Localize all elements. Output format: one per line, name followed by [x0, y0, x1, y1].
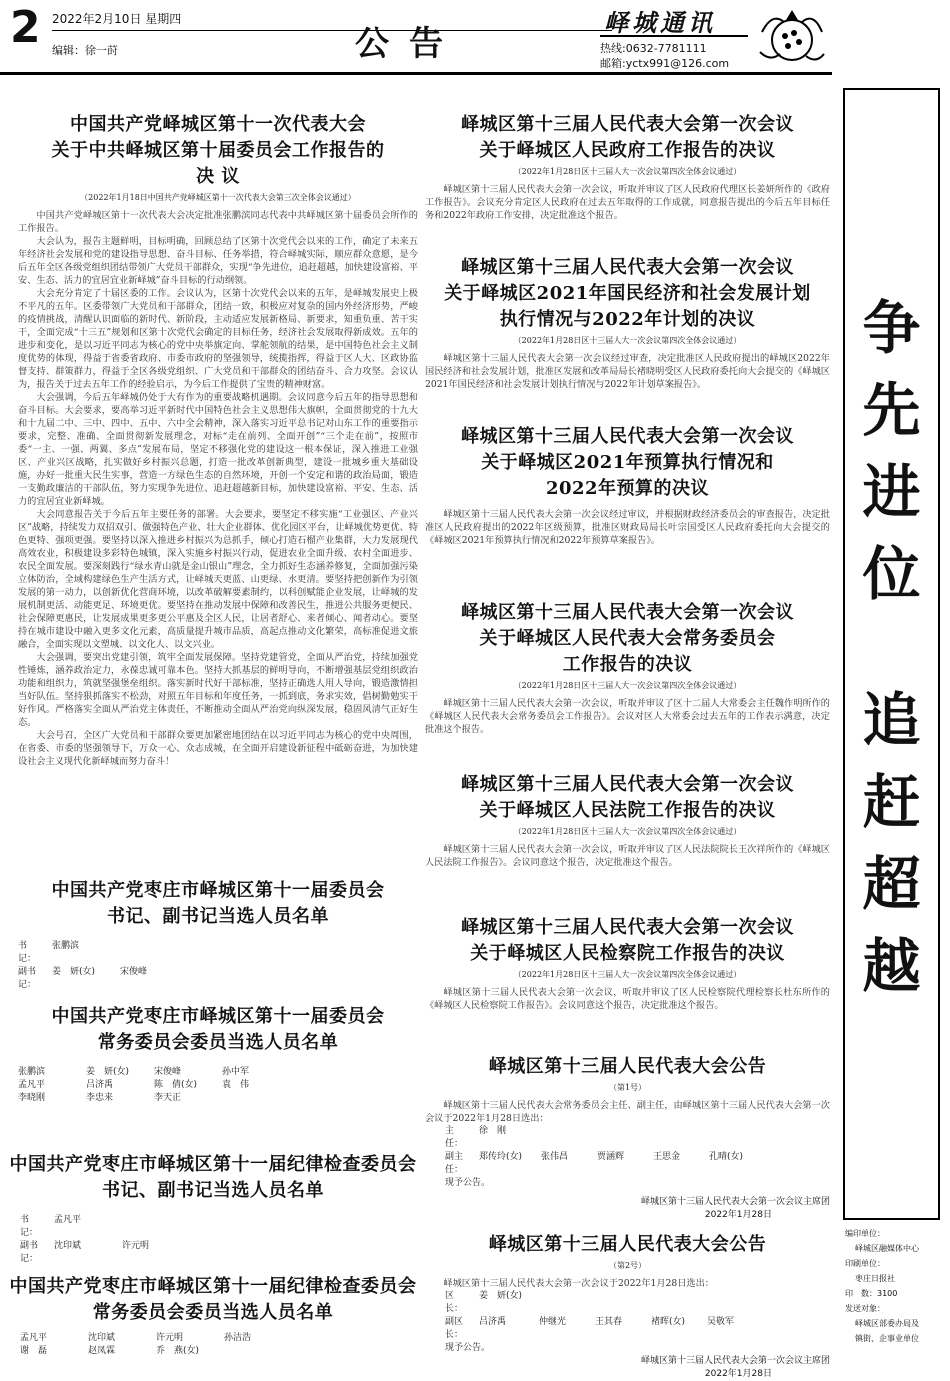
name-row: 副书记： 姜 妍(女) 宋俊峰 — [18, 967, 148, 990]
article-title: 峄城区第十三届人民代表大会第一次会议 关于峄城区2021年预算执行情况和 2022年预算的决议 — [461, 426, 794, 499]
name-row: 书 记： 孟凡平 — [20, 1215, 82, 1238]
name-list — [18, 1066, 418, 1105]
slogan-char: 进 — [862, 458, 921, 526]
economic-plan-resolution — [425, 255, 830, 391]
masthead-rule — [600, 35, 748, 37]
name-row: 主 任： 徐 刚 — [445, 1126, 507, 1149]
slogan-char: 先 — [862, 376, 921, 444]
article-body: 峄城区第十三届人民代表大会第一次会议，听取并审议了区人民法院院长王次祥所作的《峄城区人民法院工作报告》。会议同意这个报告，决定批准这个报告。 — [425, 844, 830, 868]
article-title: 中国共产党枣庄市峄城区第十一届纪律检查委员会 书记、副书记当选人员名单 — [9, 1154, 417, 1201]
announcement-number: （第2号） — [608, 1261, 647, 1270]
name-row: 张鹏滨 姜 妍(女) 宋俊峰 孙中军 — [18, 1067, 250, 1077]
name-row: 孟凡平 沈印斌 许元明 孙洁浩 — [20, 1333, 252, 1343]
article-title: 中国共产党枣庄市峄城区第十一届委员会 常务委员会委员当选人员名单 — [51, 1006, 385, 1053]
name-list — [18, 940, 418, 992]
procuratorate-report-resolution — [425, 915, 830, 1012]
name-row: 副主任： 郑传玲(女) 张伟昌 贾涵辉 王思金 孔晴(女) — [445, 1152, 744, 1175]
header-rule — [0, 72, 832, 75]
article-body: 峄城区第十三届人民代表大会第一次会议，听取并审议了区人民检察院代理检察长杜东所作的《峄城区人民检察院工作报告》。会议同意这个报告，决定批准这个报告。 — [425, 987, 830, 1011]
adoption-note: （2022年1月18日中国共产党峄城区第十一次代表大会第三次全体会议通过） — [80, 193, 356, 202]
article-title: 中国共产党枣庄市峄城区第十一届委员会 书记、副书记当选人员名单 — [51, 880, 385, 927]
slogan-char: 越 — [862, 932, 921, 1000]
announcement-no2 — [425, 1232, 830, 1381]
adoption-note: （2022年1月28日区十三届人大一次会议第四次全体会议通过） — [513, 167, 742, 176]
standing-committee-resolution — [425, 600, 830, 736]
email: 邮箱:yctx991@126.com — [600, 57, 730, 70]
government-report-resolution — [425, 112, 830, 222]
party-congress-resolution — [18, 112, 418, 768]
issue-date: 2022年2月10日 星期四 — [52, 12, 182, 26]
committee-secretary-list — [18, 878, 418, 992]
name-row: 副书记： 沈印斌 许元明 — [20, 1241, 150, 1264]
article-body: 峄城区第十三届人民代表大会第一次会议经过审议，并根据财政经济委员会的审查报告，决定批准区人民政府提出的2022年区级预算，批准区财政局局长叶宗国受区人民政府委托向大会提交的《峄城区2021年预算执行情况和2022年预算草案报告》。 — [425, 509, 830, 546]
standing-committee-list — [18, 1004, 418, 1105]
slogan-char: 争 — [862, 294, 921, 362]
newspaper-name: 峄城通讯 — [604, 8, 716, 37]
article-title: 峄城区第十三届人民代表大会公告 — [488, 1056, 767, 1077]
name-row: 李晓刚 李忠来 李天正 — [18, 1093, 182, 1103]
discipline-standing-list — [8, 1274, 418, 1358]
imprint-info: 编印单位： 峄城区融媒体中心 印刷单位： 枣庄日报社 印 数：3100 发送对象： 峄城区部委办局及 镇街、企事业单位 — [845, 1229, 919, 1343]
slogan-char: 位 — [862, 540, 921, 608]
article-title: 峄城区第十三届人民代表大会第一次会议 关于峄城区人民法院工作报告的决议 — [461, 774, 794, 821]
announcement-no1 — [425, 1054, 830, 1222]
article-body: 峄城区第十三届人民代表大会常务委员会主任、副主任，由峄城区第十三届人民代表大会第一次会议于2022年1月28日选出： — [425, 1100, 830, 1124]
article-title: 峄城区第十三届人民代表大会第一次会议 关于峄城区人民代表大会常务委员会 工作报告的决议 — [461, 602, 794, 675]
adoption-note: （2022年1月28日区十三届人大一次会议第四次全体会议通过） — [513, 681, 742, 690]
name-list — [8, 1214, 418, 1266]
article-title: 峄城区第十三届人民代表大会第一次会议 关于峄城区人民政府工作报告的决议 — [461, 114, 794, 161]
name-row: 区 长： 姜 妍(女) — [445, 1291, 523, 1314]
adoption-note: （2022年1月28日区十三届人大一次会议第四次全体会议通过） — [513, 827, 742, 836]
left-column — [18, 112, 418, 768]
article-body: 峄城区第十三届人民代表大会第一次会议于2022年1月28日选出： — [443, 1278, 714, 1289]
budget-resolution — [425, 424, 830, 547]
article-body: 峄城区第十三届人民代表大会第一次会议经过审查，决定批准区人民政府提出的峄城区2022年国民经济和社会发展计划，批准区发展和改革局局长褚晓明受区人民政府委托向大会提交的《峄城区2021年国民经济和社会发展计划执行情况与2022年计划草案报告》。 — [425, 353, 830, 390]
slogan-char: 追 — [862, 686, 921, 754]
name-row: 副区长： 吕济禹 仲继光 王其春 褚晖(女) 吴敬军 — [445, 1317, 735, 1340]
adoption-note: （2022年1月28日区十三届人大一次会议第四次全体会议通过） — [513, 336, 742, 345]
slogan-char: 赶 — [862, 768, 921, 836]
article-body: 峄城区第十三届人民代表大会第一次会议，听取并审议了区人民政府代理区长姜妍所作的《政府工作报告》。会议充分肯定区人民政府在过去五年取得的工作成就，同意报告提出的今后五年目标任务和2022年政府工作安排，决定批准这个报告。 — [425, 184, 830, 221]
court-report-resolution — [425, 772, 830, 869]
name-list: 主 任： 徐 刚 副主任： 郑传玲(女) 张伟昌 贾涵辉 王思金 孔晴(女) 现予公告。 — [425, 1125, 830, 1190]
signature: 峄城区第十三届人民代表大会第一次会议主席团 2022年1月28日 — [640, 1197, 830, 1220]
article-title: 中国共产党峄城区第十一次代表大会 关于中共峄城区第十届委员会工作报告的 决 议 — [51, 114, 385, 187]
name-list — [8, 1332, 418, 1358]
pomegranate-logo-icon — [752, 2, 832, 68]
announcement-number: （第1号） — [608, 1083, 647, 1092]
name-row: 谢 磊 赵凤霖 乔 燕(女) — [20, 1346, 200, 1356]
slogan-char: 超 — [862, 850, 921, 918]
name-row: 孟凡平 吕济禹 陈 倩(女) 袁 伟 — [18, 1080, 250, 1090]
section-title: 公告 — [355, 24, 463, 64]
signature: 峄城区第十三届人民代表大会第一次会议主席团 2022年1月28日 — [640, 1356, 830, 1379]
adoption-note: （2022年1月28日区十三届人大一次会议第四次全体会议通过） — [513, 970, 742, 979]
header-divider — [52, 30, 612, 31]
article-title: 中国共产党枣庄市峄城区第十一届纪律检查委员会 常务委员会委员当选人员名单 — [9, 1276, 417, 1323]
slogan-box — [843, 88, 940, 1220]
editor-credit: 编辑：徐一莳 — [52, 44, 118, 57]
page-header — [0, 0, 950, 75]
name-list: 区 长： 姜 妍(女) 副区长： 吕济禹 仲继光 王其春 褚晖(女) 吴敬军 现予公告。 — [425, 1290, 830, 1355]
hotline: 热线:0632-7781111 — [600, 42, 707, 55]
page-number: 2 — [10, 2, 41, 53]
discipline-secretary-list — [8, 1152, 418, 1266]
article-title: 峄城区第十三届人民代表大会公告 — [488, 1234, 767, 1255]
name-row: 书 记： 张鹏滨 — [18, 941, 80, 964]
article-body: 中国共产党峄城区第十一次代表大会决定批准张鹏滨同志代表中共峄城区第十届委员会所作的工作报告。 大会认为，报告主题鲜明，目标明确，回顾总结了区第十次党代会以来的工作，确定了未来五年经济社会发展和党的建设指导思想、奋斗目标、任务举措，符合峄城实际，顺应群众意愿，是今后五年全区各级党组织团结带领广大党员干部群众，实现“争先进位，追赶超越，加快建设富裕、平安、生态、活力的宜居宜业新峄城”奋斗目标的行动纲领。 大会充分肯定了十届区委的工作。会议认为，区第十次党代会以来的五年，是峄城发展史上极不平凡的五年。区委带领广大党员和干部群众，团结一致，积极应对复杂的国内外经济形势，严峻的疫情挑战，清醒认识面临的新时代、新阶段，主动适应发展新格局、新要求，知重负重、苦干实干，全面完成“十三五”规划和区第十次党代会确定的目标任务，经济社会发展取得新成效。五年的进步和变化，是以习近平同志为核心的党中央举旗定向、掌舵领航的结果，是中国特色社会主义制度优势的体现，得益于省委省政府、市委市政府的坚强领导，统揽指挥，得益于区人大、区政协监督支持、群策群力，得益于全区各级党组织、广大党员和干部群众的团结奋斗、合力攻坚。会议认为，报告关于过去五年工作的经验启示，为今后工作提供了宝贵的精神财富。 大会强调，今后五年峄城仍处于大有作为的重要战略机遇期。会议同意今后五年的指导思想和奋斗目标。大会要求，要高举习近平新时代中国特色社会主义思想伟大旗帜，全面贯彻党的十九大和十九届二中、三中、四中、五中、六中全会精神，深入落实习近平总书记对山东工作的重要指示要求，完整、准确、全面贯彻新发展理念，对标“走在前列、全面开创”“三个走在前”，按照市委“一主、一强、两翼、多点”发展布局，坚定不移强化党的建设这一根本保证，深入推进工业强区、产业兴区战略，扎实做好乡村振兴总题，打造一批改革创新典型，建设一批城乡重大基础设施，办好一批重大民生实事，营造一方绿色生态的自然环境，开创一个安定和谐的政治局面，锻造一支勤政廉洁的干部队伍，努力实现争先进位、追赶超越新目标，加快建设富裕、平安、生态、活力的宜居宜业新峄城。 大会同意报告关于今后五年主要任务的部署。大会要求，要坚定不移实施“工业强区、产业兴区”战略，持续发力双招双引、做强特色产业、壮大企业群体、优化园区平台，让峄城优势更优、特色更特、强项更强。要坚持以深入推进乡村振兴为总抓手，倾心打造石榴产业集群，大力发展现代高效农业，积极建设多彩特色城镇，深入实施乡村振兴行动，促进农业全面升级、农村全面进步、农民全面发展。要深刻践行“绿水青山就是金山银山”理念，全力抓好生态涵养修复，全面加强污染立体防治，全域构建绿色生产生活方式，让峄城天更蓝、山更绿、水更清。要坚持把创新作为引领发展的第一动力，以创新优化营商环境，以改革破解要素制约，以科创赋能企业发展，让峄城的发展机制更活、动能更足、环境更优。要坚持在推动发展中保障和改善民生，推进公共服务更便民、社会保障更惠民，让发展成果更多更公平惠及全区人民，让居者舒心、来者倾心、闻者动心。要坚持在城市建设中融入更多文化元素，高质量提升城市品质，高起点推动文化繁荣，高标准促进文旅融合，全面实现以文塑城、以文化人、以文兴业。 大会强调，要突出党建引领，筑牢全面发展保障。坚持党建管党，全面从严治党，持续加强党性锤炼，涵养政治定力，永葆忠诚可靠本色。坚持大抓基层的鲜明导向，不断增强基层党组织政治功能和组织力，筑就坚强堡垒组织。落实新时代好干部标准，坚持正确选人用人导向，锻造激情担当好队伍。坚持狠抓落实不松劲，对照五年目标和年度任务，一抓到底，务求实效，倡树勤勉实干好作风。严格落实全面从严治党主体责任，不断推动全面从严治党向纵深发展，稳固风清气正好生态。 大会号召，全区广大党员和干部群众要更加紧密地团结在以习近平同志为核心的党中央周围，在省委、市委的坚强领导下，万众一心、众志成城，在全面开启建设新征程中砥砺奋进，为加快建设社会主义现代化新峄城而努力奋斗！ — [18, 210, 418, 767]
article-body: 峄城区第十三届人民代表大会第一次会议，听取并审议了区十二届人大常委会主任魏作明所作的《峄城区人民代表大会常务委员会工作报告》。会议对区人大常委会过去五年的工作表示满意，决定批准这个报告。 — [425, 698, 830, 735]
article-title: 峄城区第十三届人民代表大会第一次会议 关于峄城区2021年国民经济和社会发展计划 执行情况与2022年计划的决议 — [444, 257, 811, 330]
article-title: 峄城区第十三届人民代表大会第一次会议 关于峄城区人民检察院工作报告的决议 — [461, 917, 794, 964]
